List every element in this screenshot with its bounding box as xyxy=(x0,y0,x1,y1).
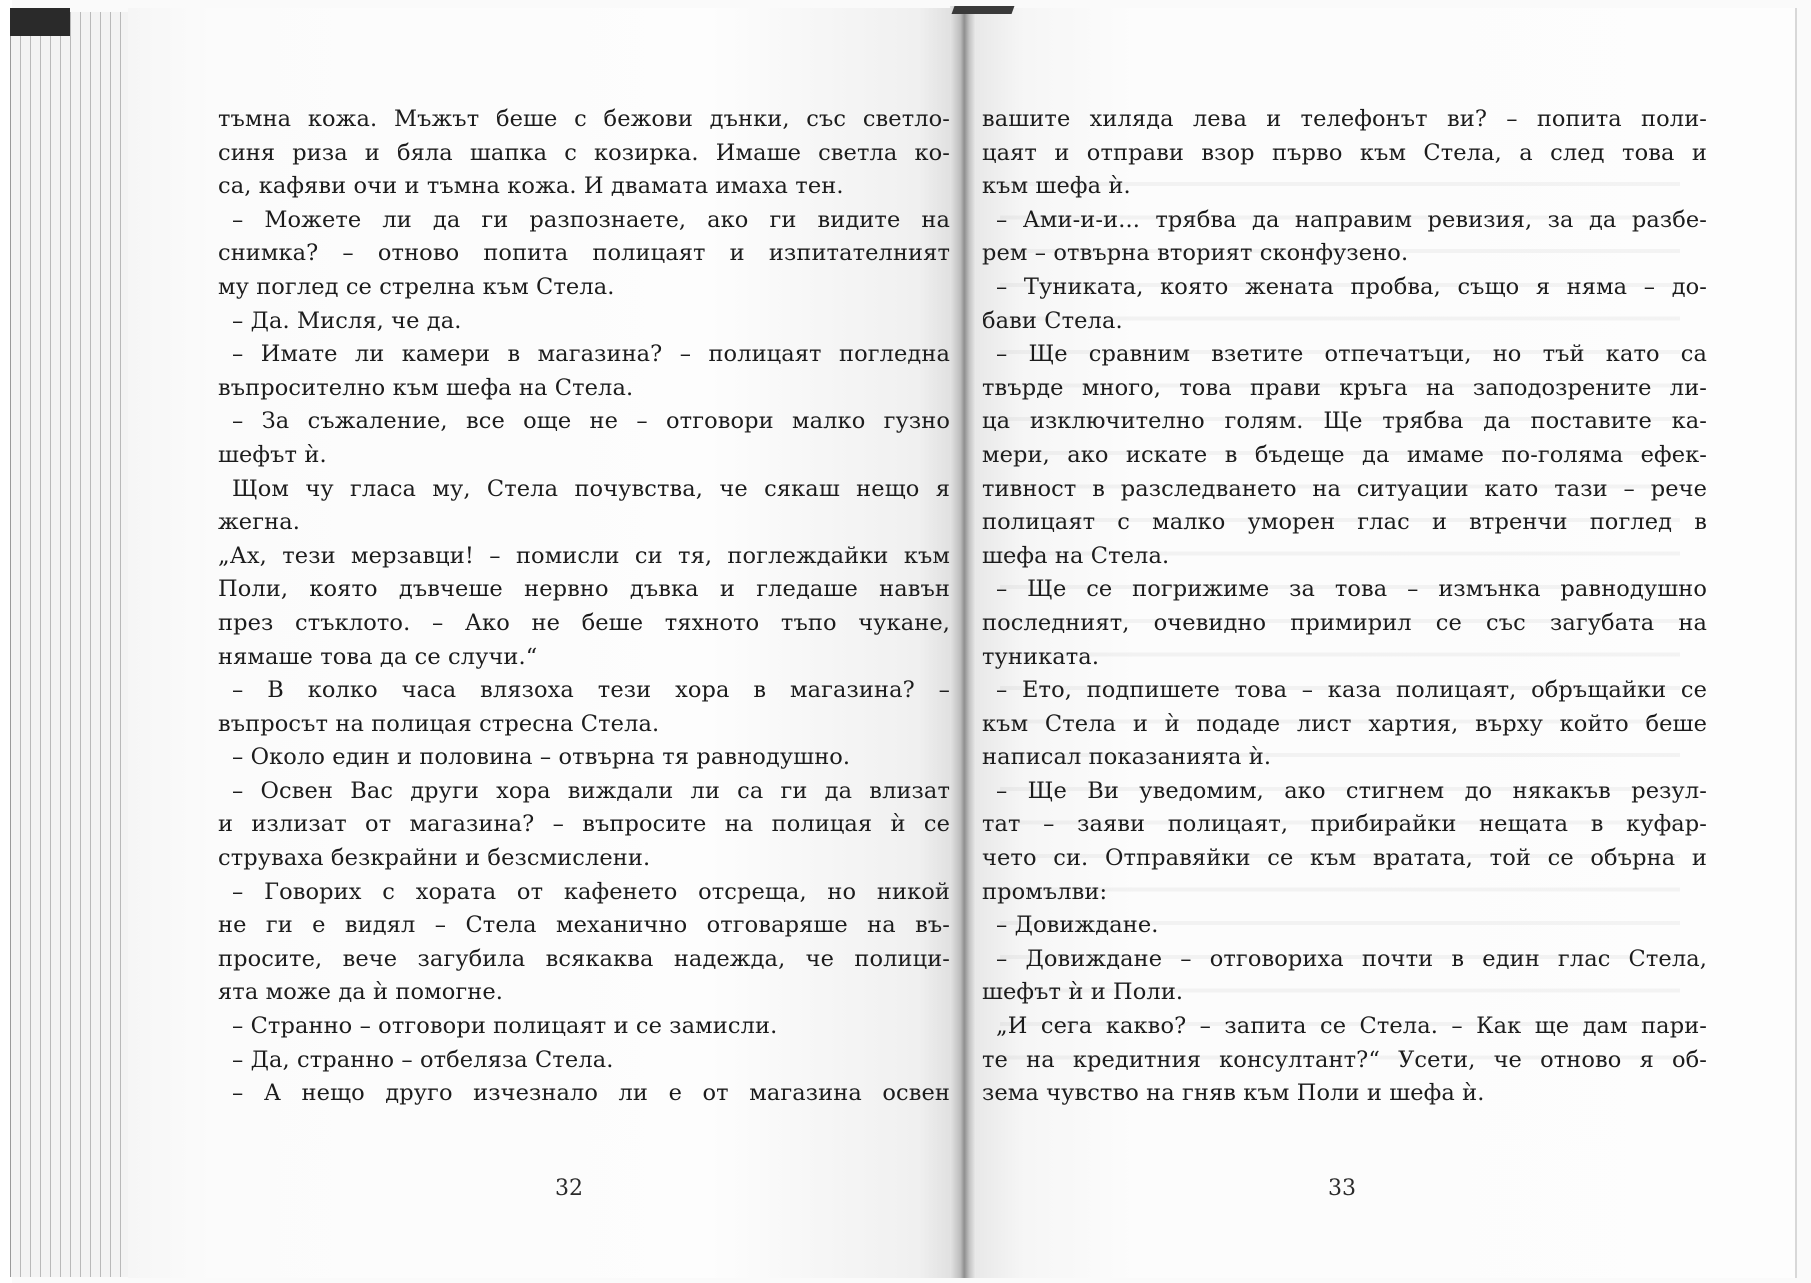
text-line: – Да, странно – отбеляза Стела. xyxy=(232,1046,614,1073)
page-number-right: 33 xyxy=(1328,1176,1356,1201)
text-line: нямаше това да се случи.“ xyxy=(218,643,538,670)
text-line: шефа на Стела. xyxy=(982,542,1170,569)
text-line: му поглед се стрелна към Стела. xyxy=(218,273,615,300)
text-line: вашите хиляда лева и телефонът ви? – попита поли- xyxy=(982,106,1707,132)
text-line: чето си. Отправяйки се към вратата, той се обърна и xyxy=(982,845,1707,872)
text-line: зема чувство на гняв към Поли и шефа ѝ. xyxy=(982,1080,1485,1107)
spine-top-shadow xyxy=(952,6,1015,14)
text-line: – Ето, подпишете това – каза полицаят, обръщайки се xyxy=(996,677,1707,704)
text-line: въпросът на полицая стресна Стела. xyxy=(218,710,660,737)
text-line: през стъклото. – Ако не беше тяхното тъпо чукане, xyxy=(218,609,950,636)
text-line: – Ще се погрижиме за това – измънка равнодушно xyxy=(996,576,1707,603)
text-line: – Имате ли камери в магазина? – полицаят погледна xyxy=(232,341,950,368)
text-line: синя риза и бяла шапка с козирка. Имаше светла ко- xyxy=(218,139,950,166)
text-line: туниката. xyxy=(982,643,1100,670)
text-line: струваха безкрайни и безсмислени. xyxy=(218,845,651,872)
text-line: към шефа ѝ. xyxy=(982,173,1131,200)
text-line: шефът ѝ. xyxy=(218,441,327,468)
text-line: – Туниката, която жената пробва, също я няма – до- xyxy=(996,273,1707,300)
text-line: жегна. xyxy=(218,509,300,536)
text-line: – Ами-и-и... трябва да направим ревизия, за да разбе- xyxy=(996,206,1707,233)
text-line: – Странно – отговори полицаят и се замисли. xyxy=(232,1013,778,1040)
text-line: цаят и отправи взор първо към Стела, а след това и xyxy=(982,139,1707,166)
text-line: – Довиждане – отговориха почти в един глас Стела, xyxy=(996,945,1707,972)
text-line: бави Стела. xyxy=(982,307,1123,334)
text-line: рем – отвърна вторият сконфузено. xyxy=(982,240,1409,267)
text-line: – Около един и половина – отвърна тя равнодушно. xyxy=(232,744,851,771)
page-number-left: 32 xyxy=(555,1176,583,1201)
text-line: тат – заяви полицаят, прибирайки нещата в куфар- xyxy=(982,811,1707,838)
text-line: „И сега какво? – запита се Стела. – Как ще дам пари- xyxy=(996,1013,1707,1040)
text-line: тивност в разследването на ситуации като тази – рече xyxy=(982,475,1707,502)
text-line: – Освен Вас други хора виждали ли са ги да влизат xyxy=(232,777,950,804)
left-page-text xyxy=(218,103,950,1111)
book-spine-gutter xyxy=(950,6,976,1278)
text-line: – За съжаление, все още не – отговори малко гузно xyxy=(232,408,950,435)
text-line: написал показанията ѝ. xyxy=(982,744,1272,771)
text-line: не ги е видял – Стела механично отговаряше на въ- xyxy=(218,912,950,939)
page-edges-stack xyxy=(10,12,131,1277)
right-page-text xyxy=(982,103,1707,1111)
text-line: – Довиждане. xyxy=(996,912,1159,939)
text-line: – Можете ли да ги разпознаете, ако ги видите на xyxy=(232,206,950,233)
text-line: „Ах, тези мерзавци! – помисли си тя, поглеждайки към xyxy=(218,542,950,569)
text-line: твърде много, това прави кръга на заподозрените ли- xyxy=(982,374,1707,401)
text-line: снимка? – отново попита полицаят и изпитателният xyxy=(218,240,950,267)
text-line: те на кредитния консултант?“ Усети, че отново я об- xyxy=(982,1046,1707,1073)
text-line: последният, очевидно примирил се със загубата на xyxy=(982,609,1707,636)
text-line: Поли, която дъвчеше нервно дъвка и гледаше навън xyxy=(218,576,950,603)
text-line: – Ще Ви уведомим, ако стигнем до някакъв резул- xyxy=(996,777,1707,804)
text-line: към Стела и ѝ подаде лист хартия, върху който беше xyxy=(982,710,1707,737)
text-line: въпросително към шефа на Стела. xyxy=(218,374,634,401)
cover-corner xyxy=(10,8,70,36)
text-line: – Говорих с хората от кафенето отсреща, но никой xyxy=(232,878,950,905)
text-line: ца изключително голям. Ще трябва да поставите ка- xyxy=(982,408,1707,435)
text-line: полицаят с малко уморен глас и втренчи поглед в xyxy=(982,509,1707,536)
text-line: – А нещо друго изчезнало ли е от магазина освен xyxy=(232,1080,950,1107)
text-line: – Да. Мисля, че да. xyxy=(232,307,462,334)
text-line: мери, ако искате в бъдеще да имаме по-голяма ефек- xyxy=(982,441,1707,468)
text-line: ята може да ѝ помогне. xyxy=(218,979,504,1006)
text-line: – В колко часа влязоха тези хора в магазина? – xyxy=(232,677,950,704)
text-line: Щом чу гласа му, Стела почувства, че сякаш нещо я xyxy=(232,475,950,502)
text-line: и излизат от магазина? – въпросите на полицая ѝ се xyxy=(218,811,950,838)
text-line: тъмна кожа. Мъжът беше с бежови дънки, със светло- xyxy=(218,106,950,132)
right-page-edge xyxy=(1795,8,1797,1278)
text-line: промълви: xyxy=(982,878,1108,905)
text-line: просите, вече загубила всякаква надежда, че полици- xyxy=(218,945,950,972)
text-line: – Ще сравним взетите отпечатъци, но тъй като са xyxy=(996,341,1707,368)
text-line: шефът ѝ и Поли. xyxy=(982,979,1184,1006)
text-line: са, кафяви очи и тъмна кожа. И двамата имаха тен. xyxy=(218,173,844,200)
